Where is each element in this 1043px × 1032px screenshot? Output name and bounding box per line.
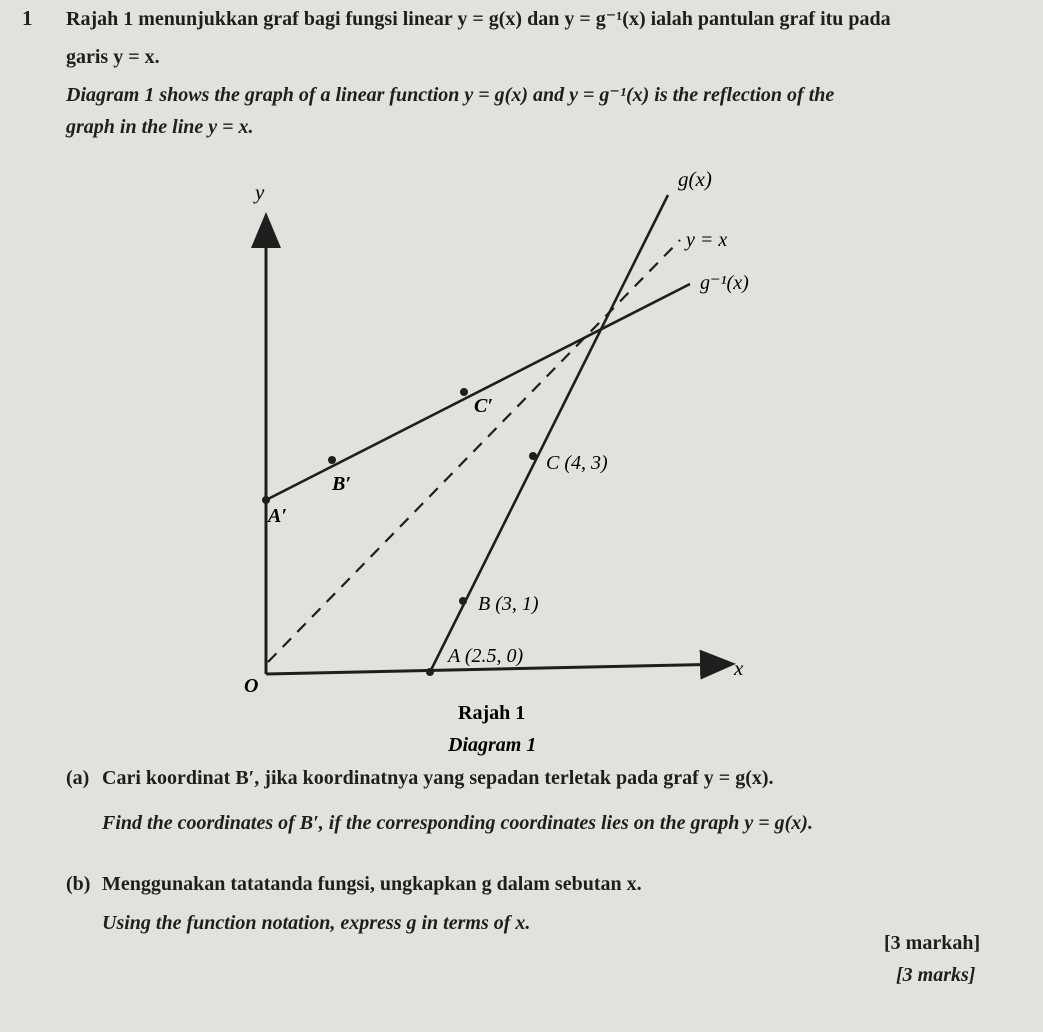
- y-axis-label: y: [255, 180, 265, 204]
- point-B-label: B (3, 1): [478, 593, 539, 615]
- graph-g-inverse: [266, 284, 690, 500]
- y-equals-x-label: y = x: [686, 229, 728, 251]
- point-B-dot: [459, 597, 467, 605]
- point-A-prime-label: A′: [268, 505, 287, 527]
- point-B-prime-dot: [328, 456, 336, 464]
- point-A-dot: [426, 668, 434, 676]
- intro-malay-line-2: garis y = x.: [66, 46, 160, 68]
- intro-malay-line-1: Rajah 1 menunjukkan graf bagi fungsi linear y = g(x) dan y = g⁻¹(x) ialah pantulan graf itu pada: [66, 8, 891, 30]
- point-A-label: A (2.5, 0): [448, 645, 524, 667]
- point-C-dot: [529, 452, 537, 460]
- point-C-prime-label: C′: [474, 395, 493, 417]
- part-a-malay: Cari koordinat B′, jika koordinatnya yang sepadan terletak pada graf y = g(x).: [102, 767, 774, 789]
- g-label: g(x): [678, 167, 712, 191]
- part-a-label: (a): [66, 767, 90, 789]
- part-b-malay: Menggunakan tatatanda fungsi, ungkapkan g dalam sebutan x.: [102, 873, 642, 895]
- intro-english-line-1: Diagram 1 shows the graph of a linear function y = g(x) and y = g⁻¹(x) is the reflection of the: [66, 84, 835, 106]
- part-a-english: Find the coordinates of B′, if the corresponding coordinates lies on the graph y = g(x).: [102, 812, 813, 834]
- origin-label: O: [244, 675, 259, 697]
- g-inverse-label: g⁻¹(x): [700, 272, 749, 294]
- point-C-label: C (4, 3): [546, 452, 608, 474]
- x-axis-label: x: [734, 656, 744, 680]
- point-B-prime-label: B′: [332, 473, 351, 495]
- marks-english: [3 marks]: [896, 964, 976, 986]
- part-b-english: Using the function notation, express g in terms of x.: [102, 912, 531, 934]
- part-b-label: (b): [66, 873, 91, 895]
- question-number: 1: [22, 6, 33, 30]
- point-A-prime-dot: [262, 496, 270, 504]
- line-y-equals-x: [268, 240, 680, 662]
- point-C-prime-dot: [460, 388, 468, 396]
- intro-english-line-2: graph in the line y = x.: [66, 116, 254, 138]
- marks-malay: [3 markah]: [884, 932, 981, 954]
- diagram-caption-english: Diagram 1: [448, 734, 537, 756]
- diagram-caption-malay: Rajah 1: [458, 702, 526, 724]
